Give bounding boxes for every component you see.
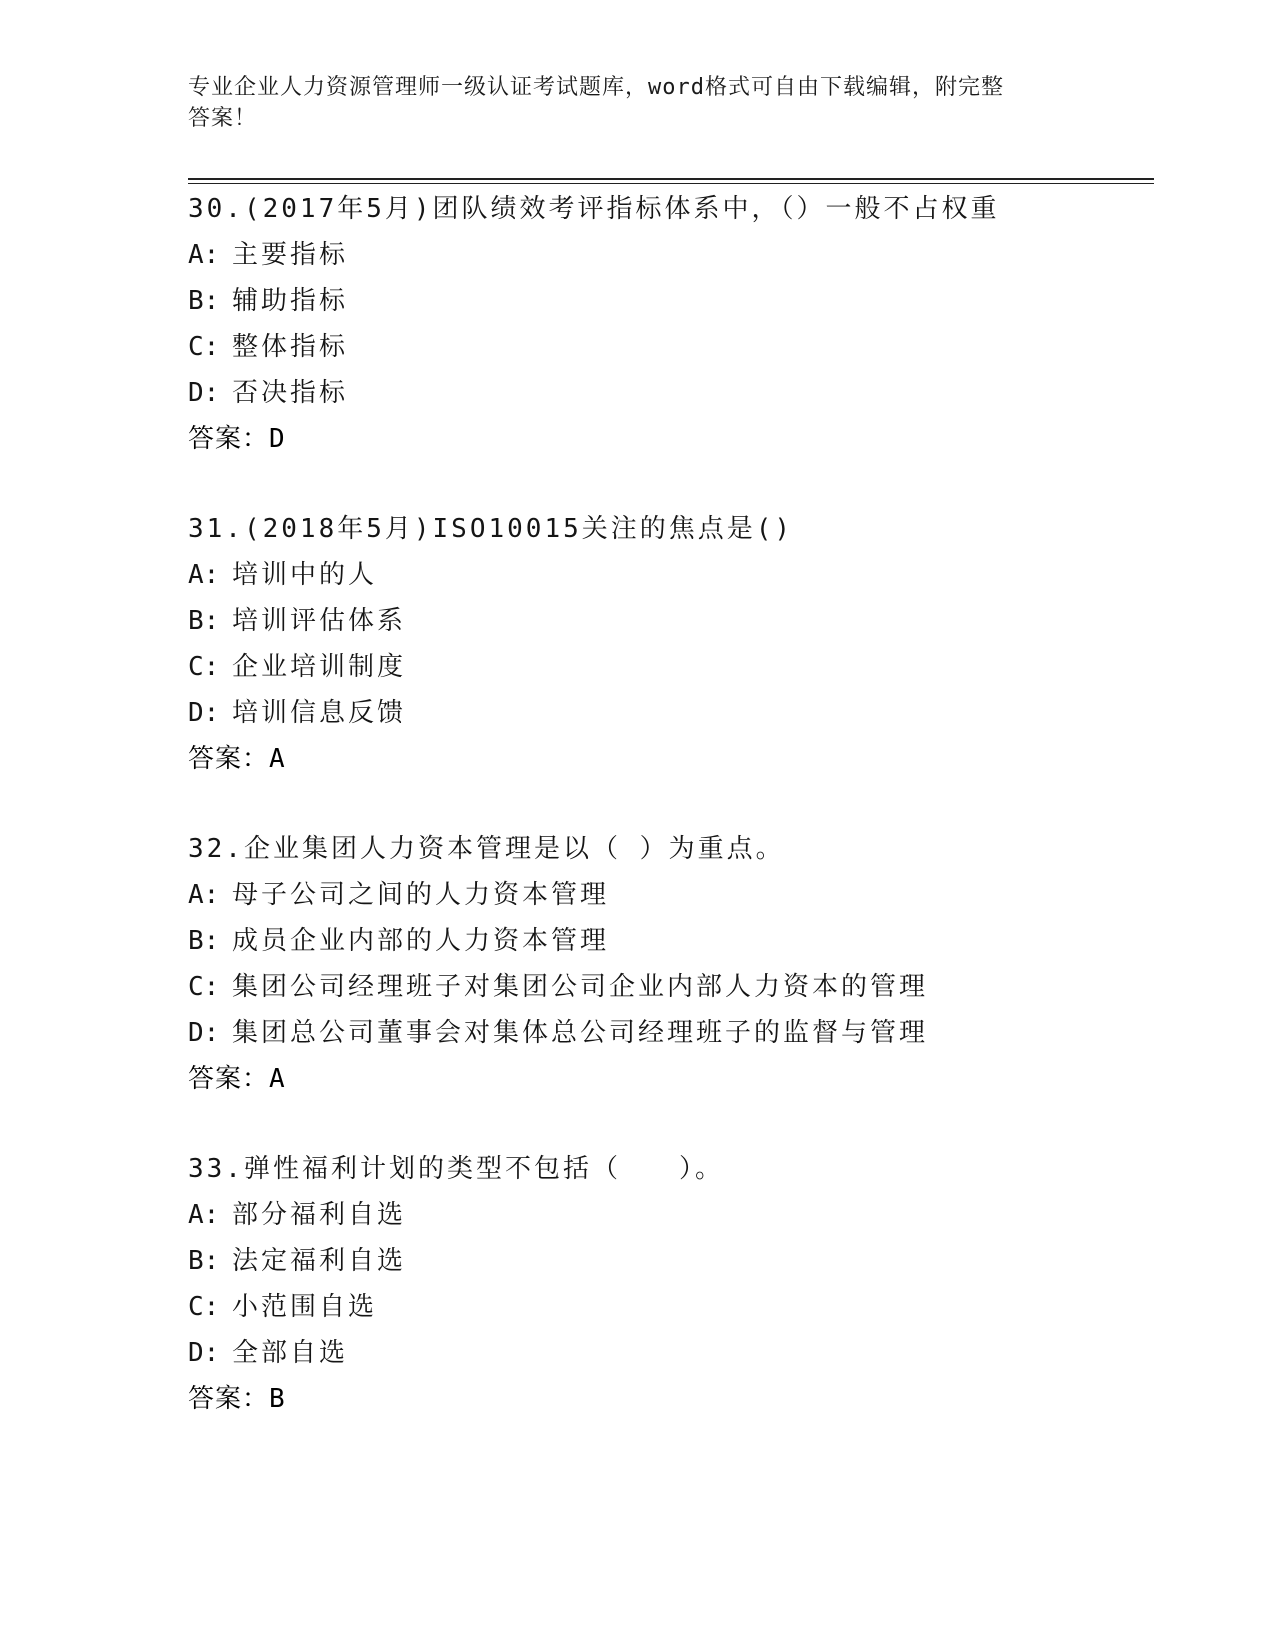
option-key: A: [188,560,220,590]
header-line-2: 答案！ [188,106,258,131]
option-text: 否决指标 [232,378,349,408]
option-c [188,644,1148,690]
option-text: 集团公司经理班子对集团公司企业内部人力资本的管理 [232,972,929,1002]
header-divider-thick [188,178,1154,180]
option-a [188,552,1148,598]
option-key: D: [188,378,220,408]
option-text: 培训中的人 [232,560,378,590]
question-30 [188,186,1148,462]
option-text: 主要指标 [232,240,349,270]
option-key: B: [188,926,220,956]
option-c [188,1284,1148,1330]
answer-value: A [269,1064,286,1094]
option-text: 整体指标 [232,332,349,362]
option-key: D: [188,1018,220,1048]
answer-line [188,1056,1148,1102]
question-list [188,186,1148,1466]
answer-label: 答案： [188,1064,270,1094]
option-text: 培训评估体系 [232,606,407,636]
option-key: B: [188,286,220,316]
option-a [188,872,1148,918]
header-line-1: 专业企业人力资源管理师一级认证考试题库，word格式可自由下载编辑，附完整 [188,75,1004,100]
question-stem: 30.(2017年5月)团队绩效考评指标体系中，（）一般不占权重 [188,194,1000,224]
option-b [188,1238,1148,1284]
option-d [188,1330,1148,1376]
option-d [188,690,1148,736]
option-key: C: [188,972,220,1002]
option-key: D: [188,698,220,728]
answer-line [188,416,1148,462]
option-key: C: [188,652,220,682]
option-text: 小范围自选 [232,1292,378,1322]
option-a [188,1192,1148,1238]
option-key: D: [188,1338,220,1368]
option-d [188,1010,1148,1056]
option-key: A: [188,240,220,270]
option-text: 全部自选 [232,1338,349,1368]
answer-label: 答案： [188,424,270,454]
answer-value: D [269,424,286,454]
option-key: A: [188,1200,220,1230]
option-text: 企业培训制度 [232,652,407,682]
option-text: 部分福利自选 [232,1200,407,1230]
option-key: C: [188,332,220,362]
header-divider-thin [188,183,1154,184]
answer-value: B [269,1384,286,1414]
option-b [188,598,1148,644]
option-text: 培训信息反馈 [232,698,407,728]
option-key: B: [188,606,220,636]
option-text: 母子公司之间的人力资本管理 [232,880,610,910]
answer-label: 答案： [188,744,270,774]
option-key: A: [188,880,220,910]
option-key: B: [188,1246,220,1276]
document-header [188,72,1088,134]
option-text: 辅助指标 [232,286,349,316]
question-stem: 33.弹性福利计划的类型不包括（ ）。 [188,1154,724,1184]
answer-value: A [269,744,286,774]
option-b [188,278,1148,324]
answer-line [188,1376,1148,1422]
question-32 [188,826,1148,1102]
option-b [188,918,1148,964]
option-c [188,324,1148,370]
option-c [188,964,1148,1010]
question-33 [188,1146,1148,1422]
option-key: C: [188,1292,220,1322]
question-stem: 31.(2018年5月)ISO10015关注的焦点是() [188,514,794,544]
option-d [188,370,1148,416]
option-text: 法定福利自选 [232,1246,407,1276]
option-a [188,232,1148,278]
question-31 [188,506,1148,782]
option-text: 成员企业内部的人力资本管理 [232,926,610,956]
question-stem: 32.企业集团人力资本管理是以（ ）为重点。 [188,834,785,864]
option-text: 集团总公司董事会对集体总公司经理班子的监督与管理 [232,1018,929,1048]
answer-line [188,736,1148,782]
answer-label: 答案： [188,1384,270,1414]
